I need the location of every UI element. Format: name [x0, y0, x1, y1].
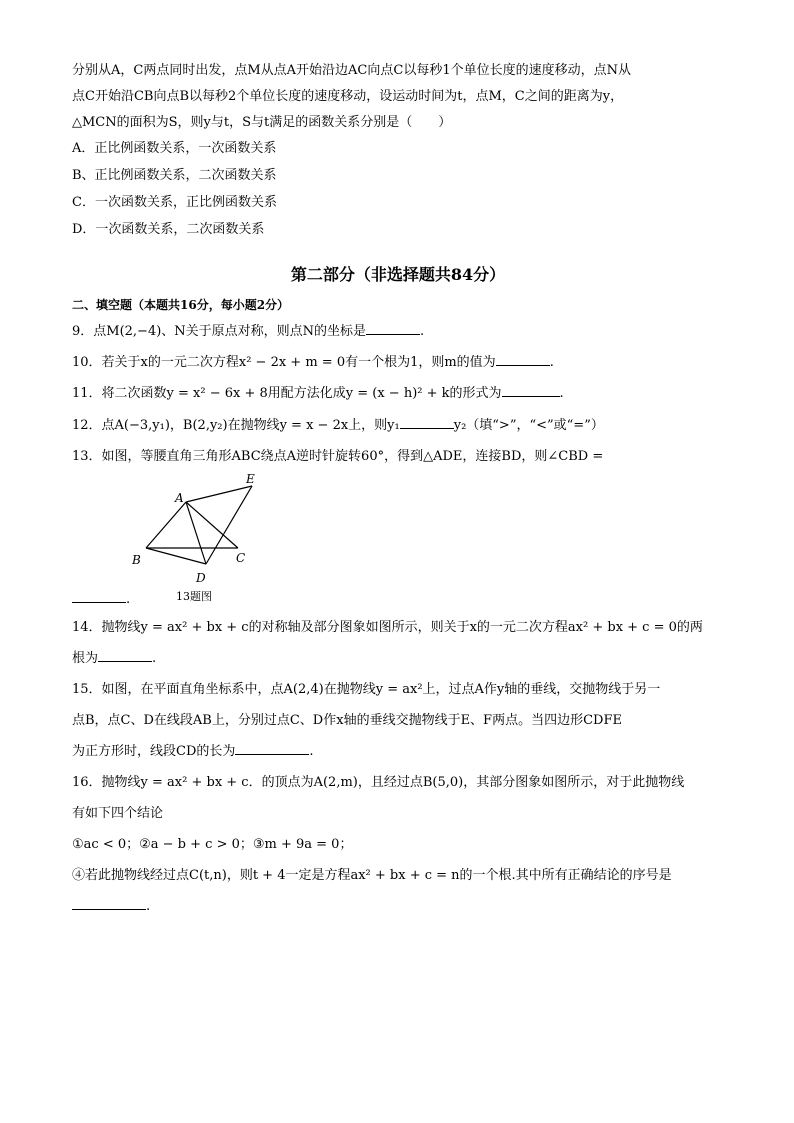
intro-line-2: 点C开始沿CB向点B以每秒2个单位长度的速度移动，设运动时间为t，点M，C之间的距离为y， [72, 89, 624, 104]
question-16-line-1: 16．抛物线y = ax² + bx + c．的顶点为A(2,m)，且经过点B(5,0)，其部分图象如图所示，对于此抛物线 [72, 775, 685, 790]
question-14-line-1: 14．抛物线y = ax² + bx + c的对称轴及部分图象如图所示，则关于x的一元二次方程ax² + bx + c = 0的两 [72, 620, 703, 635]
option-d: D．一次函数关系，二次函数关系 [72, 222, 265, 237]
triangle-diagram [132, 472, 272, 590]
question-9-text: 9．点M(2,−4)、N关于原点对称，则点N的坐标是 [72, 324, 367, 339]
option-c: C．一次函数关系，正比例函数关系 [72, 195, 277, 210]
question-10-text: 10．若关于x的一元二次方程x² − 2x + m = 0有一个根为1，则m的值为 [72, 355, 496, 370]
label-e: E [246, 472, 255, 486]
question-14-line-2 [72, 643, 724, 674]
question-10 [72, 347, 724, 378]
question-16-line-2: 有如下四个结论 [72, 806, 164, 821]
question-16-end: . [146, 899, 151, 914]
question-16-line-5 [72, 891, 724, 922]
figure-13 [72, 472, 724, 612]
question-15-line-1: 15．如图，在平面直角坐标系中，点A(2,4)在抛物线y = ax²上，过点A作y轴的垂线，交抛物线于另一 [72, 682, 661, 697]
figure-caption: 13题图 [176, 590, 212, 603]
sub-title: 二、填空题（本题共16分，每小题2分） [72, 298, 290, 312]
label-a: A [175, 491, 184, 505]
question-15-text: 为正方形时，线段CD的长为 [72, 744, 236, 759]
question-13-end: . [126, 592, 131, 607]
question-15-end: . [309, 744, 314, 759]
label-b: B [132, 553, 141, 567]
intro-line-3: △MCN的面积为S，则y与t，S与t满足的函数关系分别是（ ） [72, 115, 452, 130]
question-15-line-2: 点B，点C、D在线段AB上，分别过点C、D作x轴的垂线交抛物线于E、F两点。当四边形CDFE [72, 713, 622, 728]
segment-bd [146, 548, 206, 564]
option-b: B、正比例函数关系，二次函数关系 [72, 168, 277, 183]
option-a: A．正比例函数关系，一次函数关系 [72, 141, 277, 156]
answer-blank-15[interactable] [235, 740, 309, 755]
question-11-text: 11．将二次函数y = x² − 6x + 8用配方法化成y = (x − h)² + k的形式为 [72, 386, 502, 401]
answer-blank-9[interactable] [366, 320, 420, 335]
question-11-end: . [559, 386, 564, 401]
question-16-line-3: ①ac < 0；②a − b + c > 0；③m + 9a = 0； [72, 837, 353, 852]
intro-line-1: 分别从A，C两点同时出发，点M从点A开始沿边AC向点C以每秒1个单位长度的速度移动，点N从 [72, 63, 631, 78]
question-9-end: . [420, 324, 425, 339]
question-12 [72, 410, 724, 441]
question-13-answer [72, 588, 130, 607]
question-10-end: . [549, 355, 554, 370]
question-16-line-4: ④若此抛物线经过点C(t,n)，则t + 4一定是方程ax² + bx + c = n的一个根.其中所有正确结论的序号是 [72, 868, 672, 883]
answer-blank-14[interactable] [98, 647, 152, 662]
question-9 [72, 316, 724, 347]
segment-ab [146, 502, 186, 548]
answer-blank-13[interactable] [72, 588, 126, 603]
label-c: C [236, 551, 246, 565]
answer-blank-10[interactable] [496, 351, 550, 366]
question-11 [72, 378, 724, 410]
section-title: 第二部分（非选择题共84分） [290, 265, 506, 284]
question-14-end: . [152, 651, 157, 666]
answer-blank-11[interactable] [502, 382, 560, 397]
question-15-line-3 [72, 736, 724, 767]
label-d: D [196, 571, 206, 585]
answer-blank-16[interactable] [72, 895, 146, 910]
document-page [72, 58, 724, 922]
question-12-end: y₂（填“>”，“<”或“=”） [453, 418, 604, 433]
answer-blank-12[interactable] [400, 414, 454, 429]
question-12-text: 12．点A(−3,y₁)，B(2,y₂)在抛物线y = x − 2x上，则y₁ [72, 418, 400, 433]
segment-ae [186, 486, 252, 502]
question-13: 13．如图，等腰直角三角形ABC绕点A逆时针旋转60°，得到△ADE，连接BD，则∠CBD = [72, 449, 604, 464]
question-14-text: 根为 [72, 651, 99, 666]
